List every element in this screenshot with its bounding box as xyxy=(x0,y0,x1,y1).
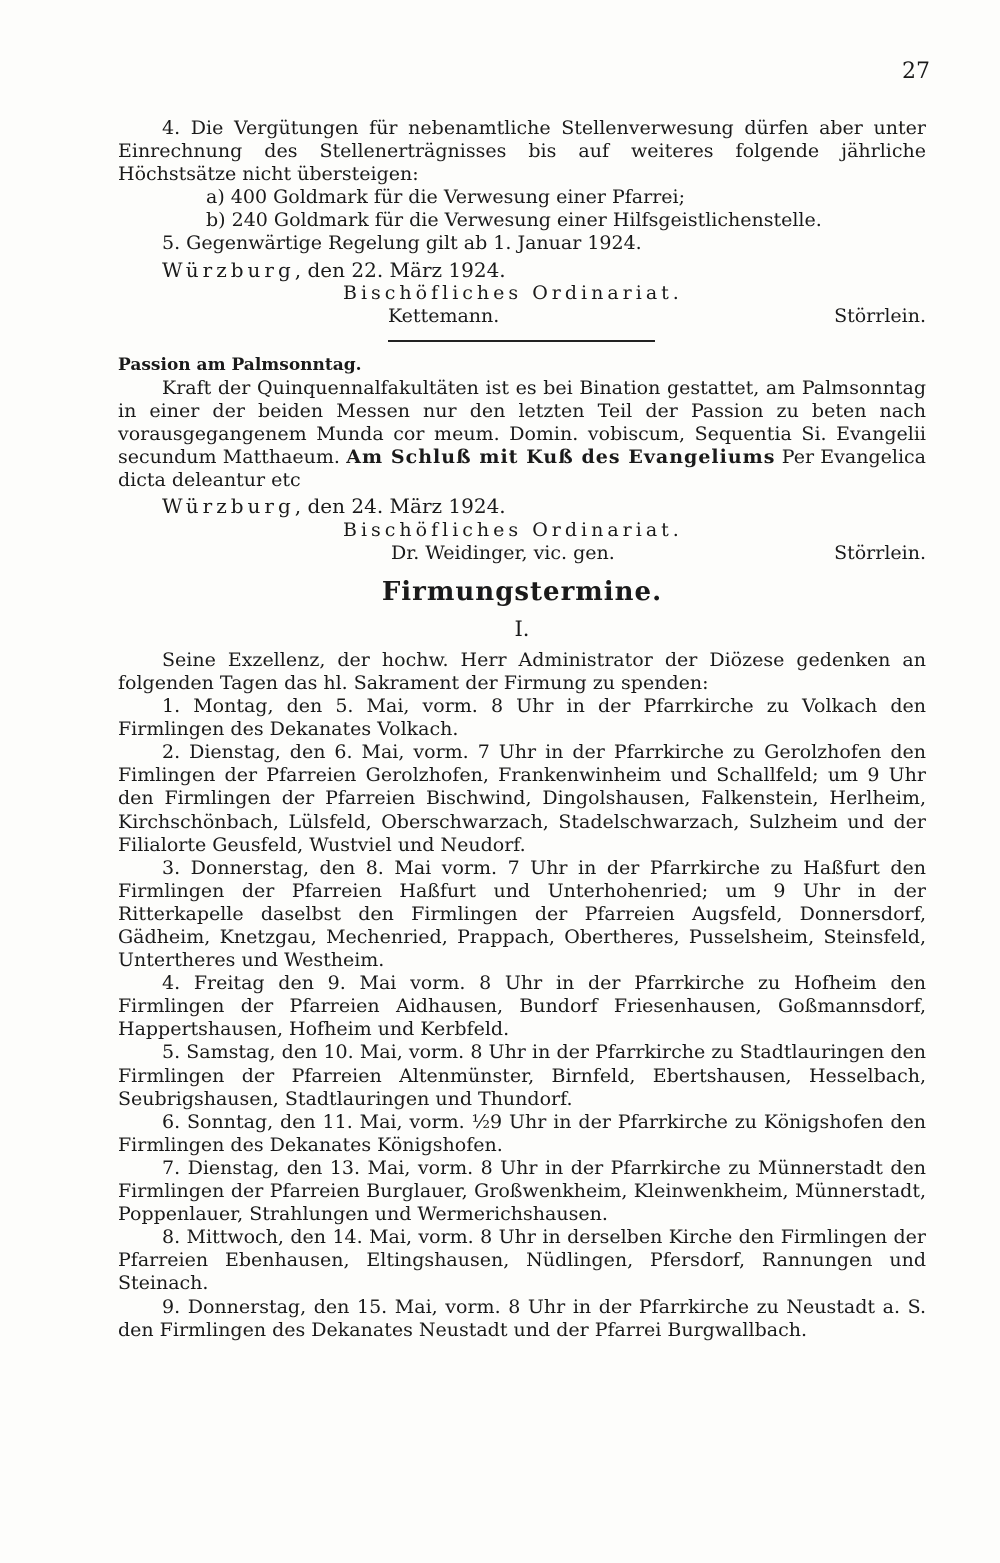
page-number: 27 xyxy=(902,59,930,84)
date-1: , den 22. März 1924. xyxy=(294,257,506,282)
page-content xyxy=(118,117,926,1342)
firmung-list xyxy=(118,695,926,1342)
passion-body-part1: Kraft der Quinquennalfakultäten ist es bei Bination gestattet, am Palmsonntag in einer der beiden Messen nur den letzten Teil der Passion zu beten nach vorausgegangenem Munda cor meum. Domin. vobiscum, Sequentia Si. Evangelii secundum Matthaeum. xyxy=(118,376,926,469)
passion-heading: Passion am Palmsonntag. xyxy=(118,354,362,375)
list-item: 9. Donnerstag, den 15. Mai, vorm. 8 Uhr in der Pfarrkirche zu Neustadt a. S. den Firmlingen des Dekanates Neustadt und der Pfarrei Burgwallbach. xyxy=(118,1295,926,1341)
firmung-roman-numeral: I. xyxy=(514,616,530,641)
item-4-paragraph: 4. Die Vergütungen für nebenamtliche Stellenverwesung dürfen aber unter Einrechnung des Stellenerträgnisses bis auf weiteres folgende jährliche Höchstsätze nicht übersteigen: xyxy=(118,117,926,186)
list-item: 5. Samstag, den 10. Mai, vorm. 8 Uhr in der Pfarrkirche zu Stadtlauringen den Firmlingen der Pfarreien Altenmünster, Birnfeld, Ebertshausen, Hesselbach, Seubrigshausen, Stadtlauringen und Thundorf. xyxy=(118,1041,926,1110)
passion-body-emphasis: Am Schluß mit Kuß des Evangeliums xyxy=(346,446,776,469)
signature-row-2 xyxy=(118,542,926,565)
signer-right-2: Störrlein. xyxy=(834,541,926,564)
list-item: 6. Sonntag, den 11. Mai, vorm. ½9 Uhr in der Pfarrkirche zu Königshofen den Firmlingen des Dekanates Königshofen. xyxy=(118,1110,926,1156)
list-item: 2. Dienstag, den 6. Mai, vorm. 7 Uhr in der Pfarrkirche zu Gerolzhofen den Fimlingen der Pfarreien Gerolzhofen, Frankenwinheim und Schallfeld; um 9 Uhr den Firmlingen der Pfarreien Bischwind, Dingolshausen, Falkenstein, Herlheim, Kirchschönbach, Lülsfeld, Oberschwarzach, Stadelschwarzach, Sulzheim und der Filialorte Geusfeld, Wustviel und Neudorf. xyxy=(118,741,926,856)
signer-left-1: Kettemann. xyxy=(388,304,500,327)
place-date-2 xyxy=(118,495,926,518)
section-divider xyxy=(388,340,655,342)
passion-body xyxy=(118,377,926,492)
firmung-title: Firmungstermine. xyxy=(381,576,663,607)
signature-org-2: Bischöfliches Ordinariat. xyxy=(343,518,683,541)
item-4b: b) 240 Goldmark für die Verwesung einer Hilfsgeistlichenstelle. xyxy=(206,209,822,232)
list-item: 8. Mittwoch, den 14. Mai, vorm. 8 Uhr in derselben Kirche den Firmlingen der Pfarreien Ebenhausen, Eltingshausen, Nüdlingen, Pfersdorf, Rannungen und Steinach. xyxy=(118,1226,926,1295)
passion-body-part2: Per Evangelica dicta deleantur etc xyxy=(118,446,926,492)
signer-left-2: Dr. Weidinger, vic. gen. xyxy=(391,541,615,564)
item-5-paragraph: 5. Gegenwärtige Regelung gilt ab 1. Januar 1924. xyxy=(162,232,642,255)
item-4a: a) 400 Goldmark für die Verwesung einer Pfarrei; xyxy=(206,186,686,209)
signature-row-1 xyxy=(118,305,926,328)
firmung-intro: Seine Exzellenz, der hochw. Herr Administrator der Diözese gedenken an folgenden Tagen das hl. Sakrament der Firmung zu spenden: xyxy=(118,648,926,694)
list-item: 7. Dienstag, den 13. Mai, vorm. 8 Uhr in der Pfarrkirche zu Münnerstadt den Firmlingen der Pfarreien Burglauer, Großwenkheim, Kleinwenkheim, Münnerstadt, Poppenlauer, Strahlungen und Wermerichshausen. xyxy=(118,1156,926,1226)
place-date-1 xyxy=(118,259,926,282)
list-item: 4. Freitag den 9. Mai vorm. 8 Uhr in der Pfarrkirche zu Hofheim den Firmlingen der Pfarreien Aidhausen, Bundorf Friesenhausen, Goßmannsdorf, Happertshausen, Hofheim und Kerbfeld. xyxy=(118,972,926,1041)
list-item: 1. Montag, den 5. Mai, vorm. 8 Uhr in der Pfarrkirche zu Volkach den Firmlingen des Dekanates Volkach. xyxy=(118,695,926,741)
signer-right-1: Störrlein. xyxy=(834,304,926,327)
signature-org-1: Bischöfliches Ordinariat. xyxy=(343,281,683,304)
list-item: 3. Donnerstag, den 8. Mai vorm. 7 Uhr in der Pfarrkirche zu Haßfurt den Firmlingen der Pfarreien Haßfurt und Unterhohenried; um 9 Uhr in der Ritterkapelle daselbst den Firmlingen der Pfarreien Augsfeld, Donnersdorf, Gädheim, Knetzgau, Mechenried, Prappach, Obertheres, Pusselsheim, Steinsfeld, Untertheres und Westheim. xyxy=(118,856,926,972)
place-1: Würzburg xyxy=(162,257,295,282)
place-2: Würzburg xyxy=(162,494,295,519)
date-2: , den 24. März 1924. xyxy=(294,494,506,519)
